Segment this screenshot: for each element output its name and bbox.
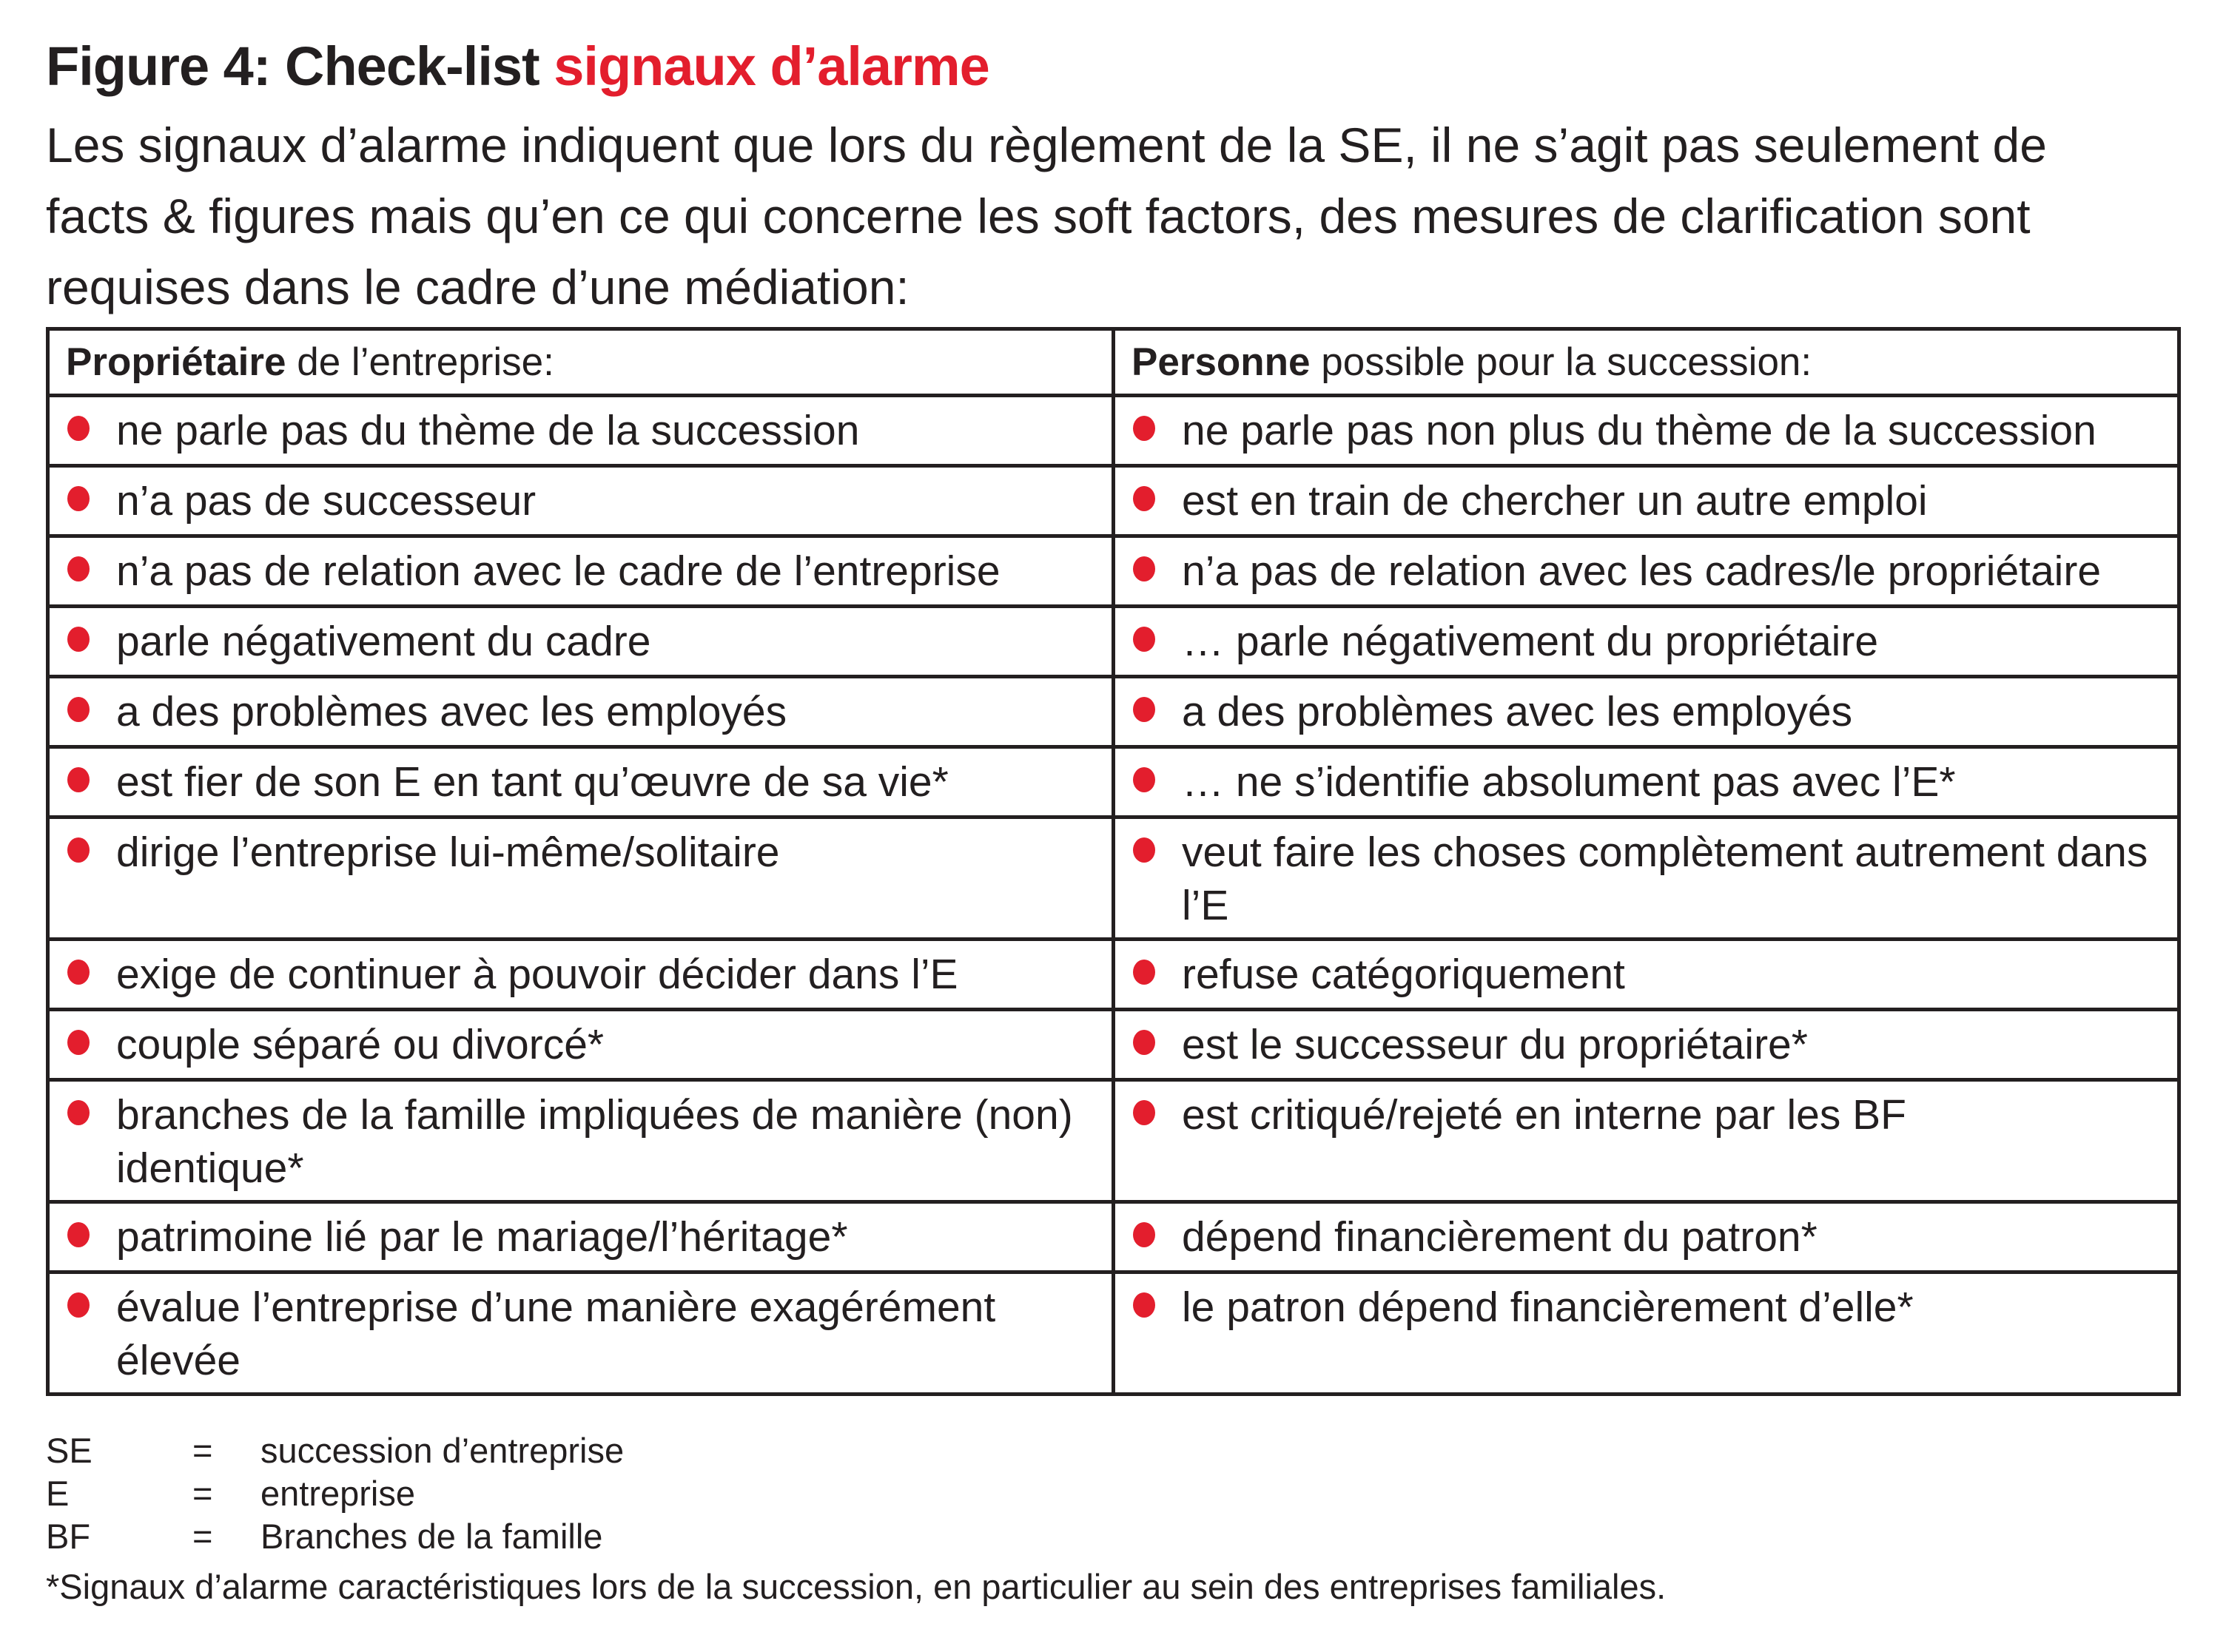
- owner-signal-cell: [48, 747, 1114, 817]
- owner-signal-cell: [48, 817, 1114, 940]
- checklist-table: [46, 327, 2181, 1396]
- red-dot-bullet-icon: [67, 627, 90, 652]
- signal-text: est fier de son E en tant qu’œuvre de sa vie*: [116, 758, 949, 806]
- signal-text: ne parle pas non plus du thème de la succession: [1182, 407, 2096, 454]
- signal-text: a des problèmes avec les employés: [1182, 688, 1853, 735]
- owner-signal-cell: [48, 1010, 1114, 1080]
- red-dot-bullet-icon: [1133, 1222, 1155, 1247]
- figure-title-accent: signaux d’alarme: [554, 36, 989, 97]
- red-dot-bullet-icon: [67, 697, 90, 722]
- signal-text: dirige l’entreprise lui-même/solitaire: [116, 829, 780, 876]
- signal-text: n’a pas de successeur: [116, 477, 537, 525]
- successor-signal-cell: [1114, 677, 2179, 747]
- signal-text: exige de continuer à pouvoir décider dans l’E: [116, 951, 958, 998]
- signal-text: couple séparé ou divorcé*: [116, 1021, 605, 1068]
- signal-item: [1115, 1011, 2177, 1071]
- legend-abbr: SE: [46, 1431, 93, 1470]
- signal-item: [1115, 819, 2177, 932]
- successor-signal-cell: [1114, 1010, 2179, 1080]
- successor-signal-cell: [1114, 466, 2179, 536]
- signal-text: … parle négativement du propriétaire: [1182, 618, 1879, 665]
- legend-definition: entreprise: [260, 1474, 415, 1513]
- table-row: [48, 1010, 2179, 1080]
- owner-signal-cell: [48, 1080, 1114, 1202]
- legend-row: [46, 1472, 624, 1515]
- legend-definition: succession d’entreprise: [260, 1431, 625, 1470]
- signal-item: [1115, 749, 2177, 809]
- figure-title-prefix: Figure 4: Check-list: [46, 36, 554, 97]
- legend-abbr: BF: [46, 1517, 91, 1556]
- intro-paragraph: [46, 109, 2118, 323]
- red-dot-bullet-icon: [1133, 960, 1155, 985]
- owner-signal-cell: [48, 466, 1114, 536]
- table-row: [48, 396, 2179, 466]
- table-row: [48, 466, 2179, 536]
- owner-signal-cell: [48, 940, 1114, 1010]
- red-dot-bullet-icon: [1133, 697, 1155, 722]
- signal-item: [1115, 1274, 2177, 1334]
- signal-item: [50, 468, 1112, 527]
- signal-text: est le successeur du propriétaire*: [1182, 1021, 1808, 1068]
- intro-line: requises dans le cadre d’une médiation:: [46, 260, 909, 314]
- signal-item: [1115, 538, 2177, 598]
- red-dot-bullet-icon: [67, 486, 90, 511]
- signal-text: n’a pas de relation avec les cadres/le propriétaire: [1182, 547, 2102, 595]
- footnote: *Signaux d’alarme caractéristiques lors de la succession, en particulier au sein des entreprises familiales.: [46, 1567, 1667, 1606]
- signal-text: ne parle pas du thème de la succession: [116, 407, 860, 454]
- red-dot-bullet-icon: [67, 1292, 90, 1318]
- red-dot-bullet-icon: [1133, 1100, 1155, 1125]
- red-dot-bullet-icon: [1133, 1030, 1155, 1055]
- signal-text: est en train de chercher un autre emploi: [1182, 477, 1928, 525]
- successor-signal-cell: [1114, 396, 2179, 466]
- table-row: [48, 1202, 2179, 1272]
- intro-line: facts & figures mais qu’en ce qui concerne les soft factors, des mesures de clarification sont: [46, 189, 2031, 243]
- signal-item: [50, 1204, 1112, 1264]
- signal-text: patrimoine lié par le mariage/l’héritage*: [116, 1213, 848, 1261]
- signal-text: … ne s’identifie absolument pas avec l’E*: [1182, 758, 1956, 806]
- signal-text: a des problèmes avec les employés: [116, 688, 787, 735]
- signal-text: est critiqué/rejeté en interne par les BF: [1182, 1091, 1906, 1139]
- legend-equals: =: [192, 1517, 213, 1556]
- red-dot-bullet-icon: [1133, 486, 1155, 511]
- column-header-rest: de l’entreprise:: [286, 340, 554, 384]
- table-row: [48, 747, 2179, 817]
- legend-row: [46, 1429, 624, 1472]
- signal-item: [50, 819, 1112, 879]
- abbreviation-legend: [46, 1429, 624, 1558]
- successor-signal-cell: [1114, 747, 2179, 817]
- signal-item: [1115, 1204, 2177, 1264]
- owner-signal-cell: [48, 1272, 1114, 1395]
- red-dot-bullet-icon: [1133, 627, 1155, 652]
- signal-item: [1115, 678, 2177, 738]
- table-row: [48, 940, 2179, 1010]
- table-row: [48, 677, 2179, 747]
- owner-signal-cell: [48, 1202, 1114, 1272]
- signal-item: [50, 397, 1112, 457]
- intro-line: Les signaux d’alarme indiquent que lors du règlement de la SE, il ne s’agit pas seulement de: [46, 118, 2047, 172]
- table-row: [48, 817, 2179, 940]
- red-dot-bullet-icon: [1133, 837, 1155, 863]
- red-dot-bullet-icon: [67, 837, 90, 863]
- table-header-row: [48, 329, 2179, 396]
- signal-text: parle négativement du cadre: [116, 618, 651, 665]
- owner-signal-cell: [48, 536, 1114, 607]
- signal-text: évalue l’entreprise d’une manière exagérément élevée: [116, 1284, 996, 1384]
- red-dot-bullet-icon: [67, 556, 90, 581]
- red-dot-bullet-icon: [67, 1030, 90, 1055]
- legend-abbr: E: [46, 1474, 70, 1513]
- successor-signal-cell: [1114, 1080, 2179, 1202]
- legend-definition: Branches de la famille: [260, 1517, 603, 1556]
- red-dot-bullet-icon: [1133, 416, 1155, 441]
- signal-text: refuse catégoriquement: [1182, 951, 1625, 998]
- signal-item: [1115, 468, 2177, 527]
- signal-text: veut faire les choses complètement autrement dans l’E: [1182, 829, 2148, 929]
- owner-signal-cell: [48, 607, 1114, 677]
- successor-signal-cell: [1114, 607, 2179, 677]
- signal-item: [50, 1274, 1112, 1387]
- column-header-bold: Personne: [1132, 340, 1311, 384]
- column-header-bold: Propriétaire: [66, 340, 286, 384]
- successor-signal-cell: [1114, 1202, 2179, 1272]
- red-dot-bullet-icon: [67, 1100, 90, 1125]
- signal-item: [1115, 397, 2177, 457]
- signal-item: [50, 1082, 1112, 1195]
- signal-item: [50, 1011, 1112, 1071]
- successor-signal-cell: [1114, 536, 2179, 607]
- red-dot-bullet-icon: [1133, 556, 1155, 581]
- legend-row: [46, 1515, 624, 1558]
- figure-title: [46, 36, 989, 98]
- signal-text: dépend financièrement du patron*: [1182, 1213, 1818, 1261]
- successor-signal-cell: [1114, 940, 2179, 1010]
- red-dot-bullet-icon: [67, 416, 90, 441]
- signal-item: [1115, 941, 2177, 1001]
- signal-item: [50, 538, 1112, 598]
- signal-item: [1115, 1082, 2177, 1142]
- red-dot-bullet-icon: [1133, 1292, 1155, 1318]
- table-row: [48, 607, 2179, 677]
- signal-text: le patron dépend financièrement d’elle*: [1182, 1284, 1914, 1331]
- successor-signal-cell: [1114, 1272, 2179, 1395]
- column-header-successor: [1114, 329, 2179, 396]
- red-dot-bullet-icon: [67, 1222, 90, 1247]
- red-dot-bullet-icon: [1133, 767, 1155, 792]
- signal-text: n’a pas de relation avec le cadre de l’entreprise: [116, 547, 1001, 595]
- legend-equals: =: [192, 1474, 213, 1513]
- signal-item: [50, 608, 1112, 668]
- signal-item: [50, 749, 1112, 809]
- owner-signal-cell: [48, 677, 1114, 747]
- table-row: [48, 1272, 2179, 1395]
- legend-equals: =: [192, 1431, 213, 1470]
- table-row: [48, 1080, 2179, 1202]
- column-header-owner: [48, 329, 1114, 396]
- red-dot-bullet-icon: [67, 960, 90, 985]
- signal-item: [50, 941, 1112, 1001]
- signal-text: branches de la famille impliquées de manière (non) identique*: [116, 1091, 1073, 1192]
- successor-signal-cell: [1114, 817, 2179, 940]
- red-dot-bullet-icon: [67, 767, 90, 792]
- table-row: [48, 536, 2179, 607]
- owner-signal-cell: [48, 396, 1114, 466]
- signal-item: [50, 678, 1112, 738]
- column-header-rest: possible pour la succession:: [1310, 340, 1812, 384]
- signal-item: [1115, 608, 2177, 668]
